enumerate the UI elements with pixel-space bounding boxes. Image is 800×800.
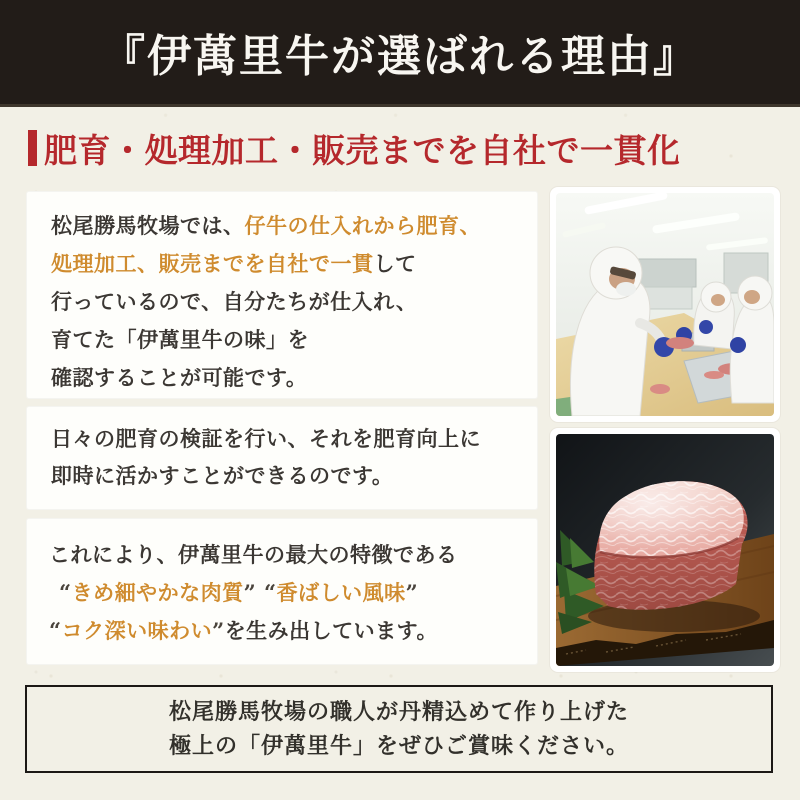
text-segment: これにより、伊萬里牛の最大の特徴である xyxy=(49,542,458,567)
text-segment: 確認することが可能です。 xyxy=(51,365,308,390)
text-line xyxy=(49,536,537,574)
section-heading xyxy=(28,122,788,174)
highlight-text: 処理加工、販売までを自社で一貫 xyxy=(51,251,374,276)
text-line xyxy=(51,321,537,359)
features-text-card xyxy=(26,518,538,665)
text-line xyxy=(49,574,537,612)
text-segment: 育てた「伊萬里牛の味」を xyxy=(51,327,309,352)
title-banner xyxy=(0,0,800,107)
text-line xyxy=(51,283,537,321)
closing-line: 極上の「伊萬里牛」をぜひご賞味ください。 xyxy=(168,733,629,759)
text-line xyxy=(51,207,537,245)
quote-mark: ” xyxy=(212,618,225,643)
facility-photo-frame xyxy=(550,187,780,422)
text-line xyxy=(51,245,537,283)
wagyu-beef-block-photo xyxy=(556,434,774,666)
text-segment: 行っているので、自分たちが仕入れ、 xyxy=(51,289,418,314)
text-segment: を生み出しています。 xyxy=(224,618,439,643)
highlight-text: きめ細やかな肉質 xyxy=(71,580,244,605)
text-line xyxy=(49,612,537,650)
text-segment: して xyxy=(373,251,417,276)
quote-mark: ” xyxy=(405,580,419,605)
meat-piece xyxy=(650,384,670,394)
beef-photo-frame xyxy=(550,428,780,672)
quote-mark: “ xyxy=(49,618,62,643)
quote-mark: “ xyxy=(59,580,72,605)
text-segment: 松尾勝馬牧場では、 xyxy=(51,213,245,238)
text-line xyxy=(51,359,537,397)
quote-mark: ” “ xyxy=(243,580,277,605)
closing-line: 松尾勝馬牧場の職人が丹精込めて作り上げた xyxy=(168,699,629,725)
highlight-text: コク深い味わい xyxy=(61,618,213,643)
closing-message-box xyxy=(25,685,773,773)
intro-text-card xyxy=(26,191,538,399)
heading-accent-bar xyxy=(28,130,37,166)
verification-text-card xyxy=(26,406,538,510)
highlight-text: 香ばしい風味 xyxy=(276,580,406,605)
text-line: 即時に活かすことができるのです。 xyxy=(51,463,394,488)
meat-processing-facility-photo xyxy=(556,193,774,416)
text-line: 日々の肥育の検証を行い、それを肥育向上に xyxy=(51,426,481,451)
banner-title: 『伊萬里牛が選ばれる理由』 xyxy=(101,31,699,82)
highlight-text: 仔牛の仕入れから肥育、 xyxy=(244,213,481,238)
heading-title: 肥育・処理加工・販売までを自社で一貫化 xyxy=(44,130,681,170)
